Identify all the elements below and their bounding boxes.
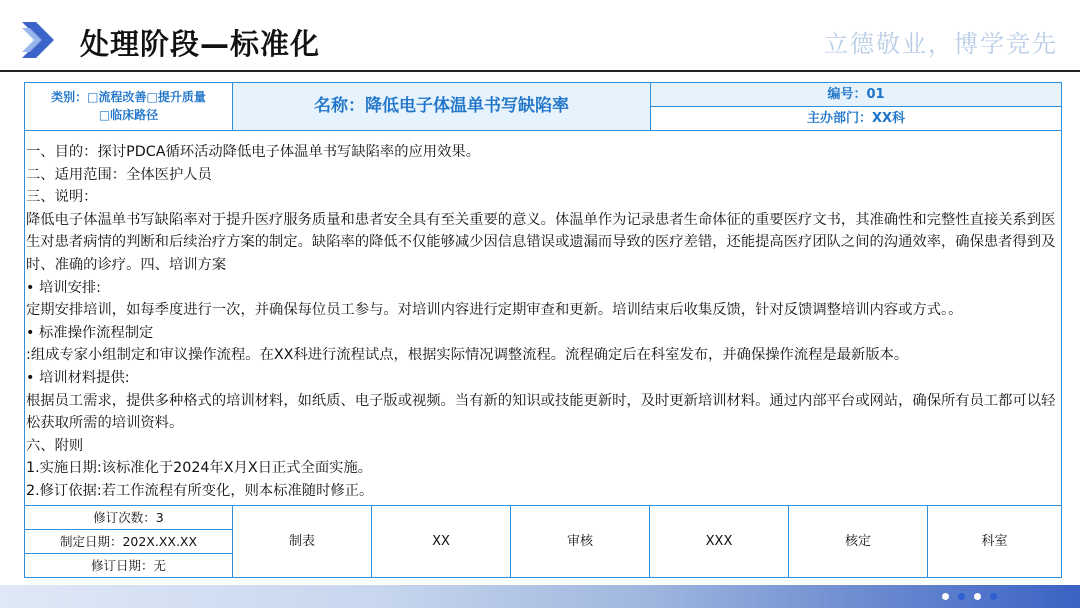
body-line: 1.实施日期:该标准化于2024年X月X日正式全面实施。 bbox=[26, 460, 373, 477]
body-line: 三、说明： bbox=[26, 189, 98, 206]
form-header-row bbox=[25, 83, 1061, 131]
sig-cell-approve-label: 核定 bbox=[789, 506, 928, 578]
chevron-logo-icon bbox=[22, 22, 62, 58]
form-body bbox=[25, 131, 1061, 505]
body-line: • 标准操作流程制定 bbox=[26, 324, 154, 341]
category-line-2: □临床路径 bbox=[98, 108, 159, 122]
revision-count: 修订次数：3 bbox=[25, 506, 232, 530]
body-line: • 培训安排: bbox=[26, 279, 101, 296]
body-line: 六、附则 bbox=[26, 437, 84, 454]
pager-dot-icon bbox=[974, 593, 981, 600]
slide-header bbox=[0, 0, 1080, 72]
category-line-1: 类别：□流程改善□提升质量 bbox=[51, 90, 206, 104]
made-date: 制定日期：202X.XX.XX bbox=[25, 530, 232, 554]
sig-cell-approve-value: 科室 bbox=[981, 534, 1008, 549]
form-department: 主办部门：XX科 bbox=[651, 107, 1061, 130]
pager-dot-icon bbox=[990, 593, 997, 600]
form-name: 名称：降低电子体温单书写缺陷率 bbox=[233, 83, 651, 130]
form-code: 编号：01 bbox=[651, 83, 1061, 107]
sig-cell-review-value: XXX bbox=[650, 506, 789, 578]
slogan: 立德敬业，博学竞先 bbox=[824, 30, 1058, 58]
body-line: 根据员工需求，提供多种格式的培训材料，如纸质、电子版或视频。当有新的知识或技能更新时，及时更新培训材料。通过内部平台或网站，确保所有员工都可以轻松获取所需的培训资料。 bbox=[26, 392, 1056, 432]
body-line: 定期安排培训，如每季度进行一次，并确保每位员工参与。对培训内容进行定期审查和更新。培训结束后收集反馈，针对反馈调整培训内容或方式。。 bbox=[26, 302, 963, 319]
body-line: 2.修订依据:若工作流程有所变化，则本标准随时修正。 bbox=[26, 482, 374, 499]
page-title: 处理阶段—标准化 bbox=[80, 27, 321, 61]
body-line: 降低电子体温单书写缺陷率对于提升医疗服务质量和患者安全具有至关重要的意义。体温单作为记录患者生命体征的重要医疗文书，其准确性和完整性直接关系到医生对患者病情的判断和后续治疗方案的制定。缺陷率的降低不仅能够减少因信息错误或遗漏而导致的医疗差错，还能提高医疗团队之间的沟通效率，确保患者得到及时、准确的诊疗。四、培训方案 bbox=[26, 211, 1056, 273]
sig-cell-prepared-label: 制表 bbox=[233, 506, 372, 578]
body-line: • 培训材料提供: bbox=[26, 369, 130, 386]
footer-band bbox=[0, 585, 1080, 608]
revision-info bbox=[25, 506, 233, 578]
body-line: 一、目的：探讨PDCA循环活动降低电子体温单书写缺陷率的应用效果。 bbox=[26, 144, 480, 160]
sig-cell-review-label: 审核 bbox=[511, 506, 650, 578]
sig-cell-prepared-value: XX bbox=[372, 506, 511, 578]
body-line: :组成专家小组制定和审议操作流程。在XX科进行流程试点，根据实际情况调整流程。流程确定后在科室发布，并确保操作流程是最新版本。 bbox=[26, 347, 909, 364]
header-divider bbox=[0, 70, 1080, 72]
category-cell bbox=[25, 83, 233, 130]
body-line: 二、适用范围：全体医护人员 bbox=[26, 166, 212, 183]
signature-table bbox=[25, 505, 1061, 577]
pager-dot-icon bbox=[942, 593, 949, 600]
revised-date: 修订日期：无 bbox=[90, 558, 166, 573]
standardization-form bbox=[24, 82, 1062, 578]
pager-dot-icon bbox=[958, 593, 965, 600]
